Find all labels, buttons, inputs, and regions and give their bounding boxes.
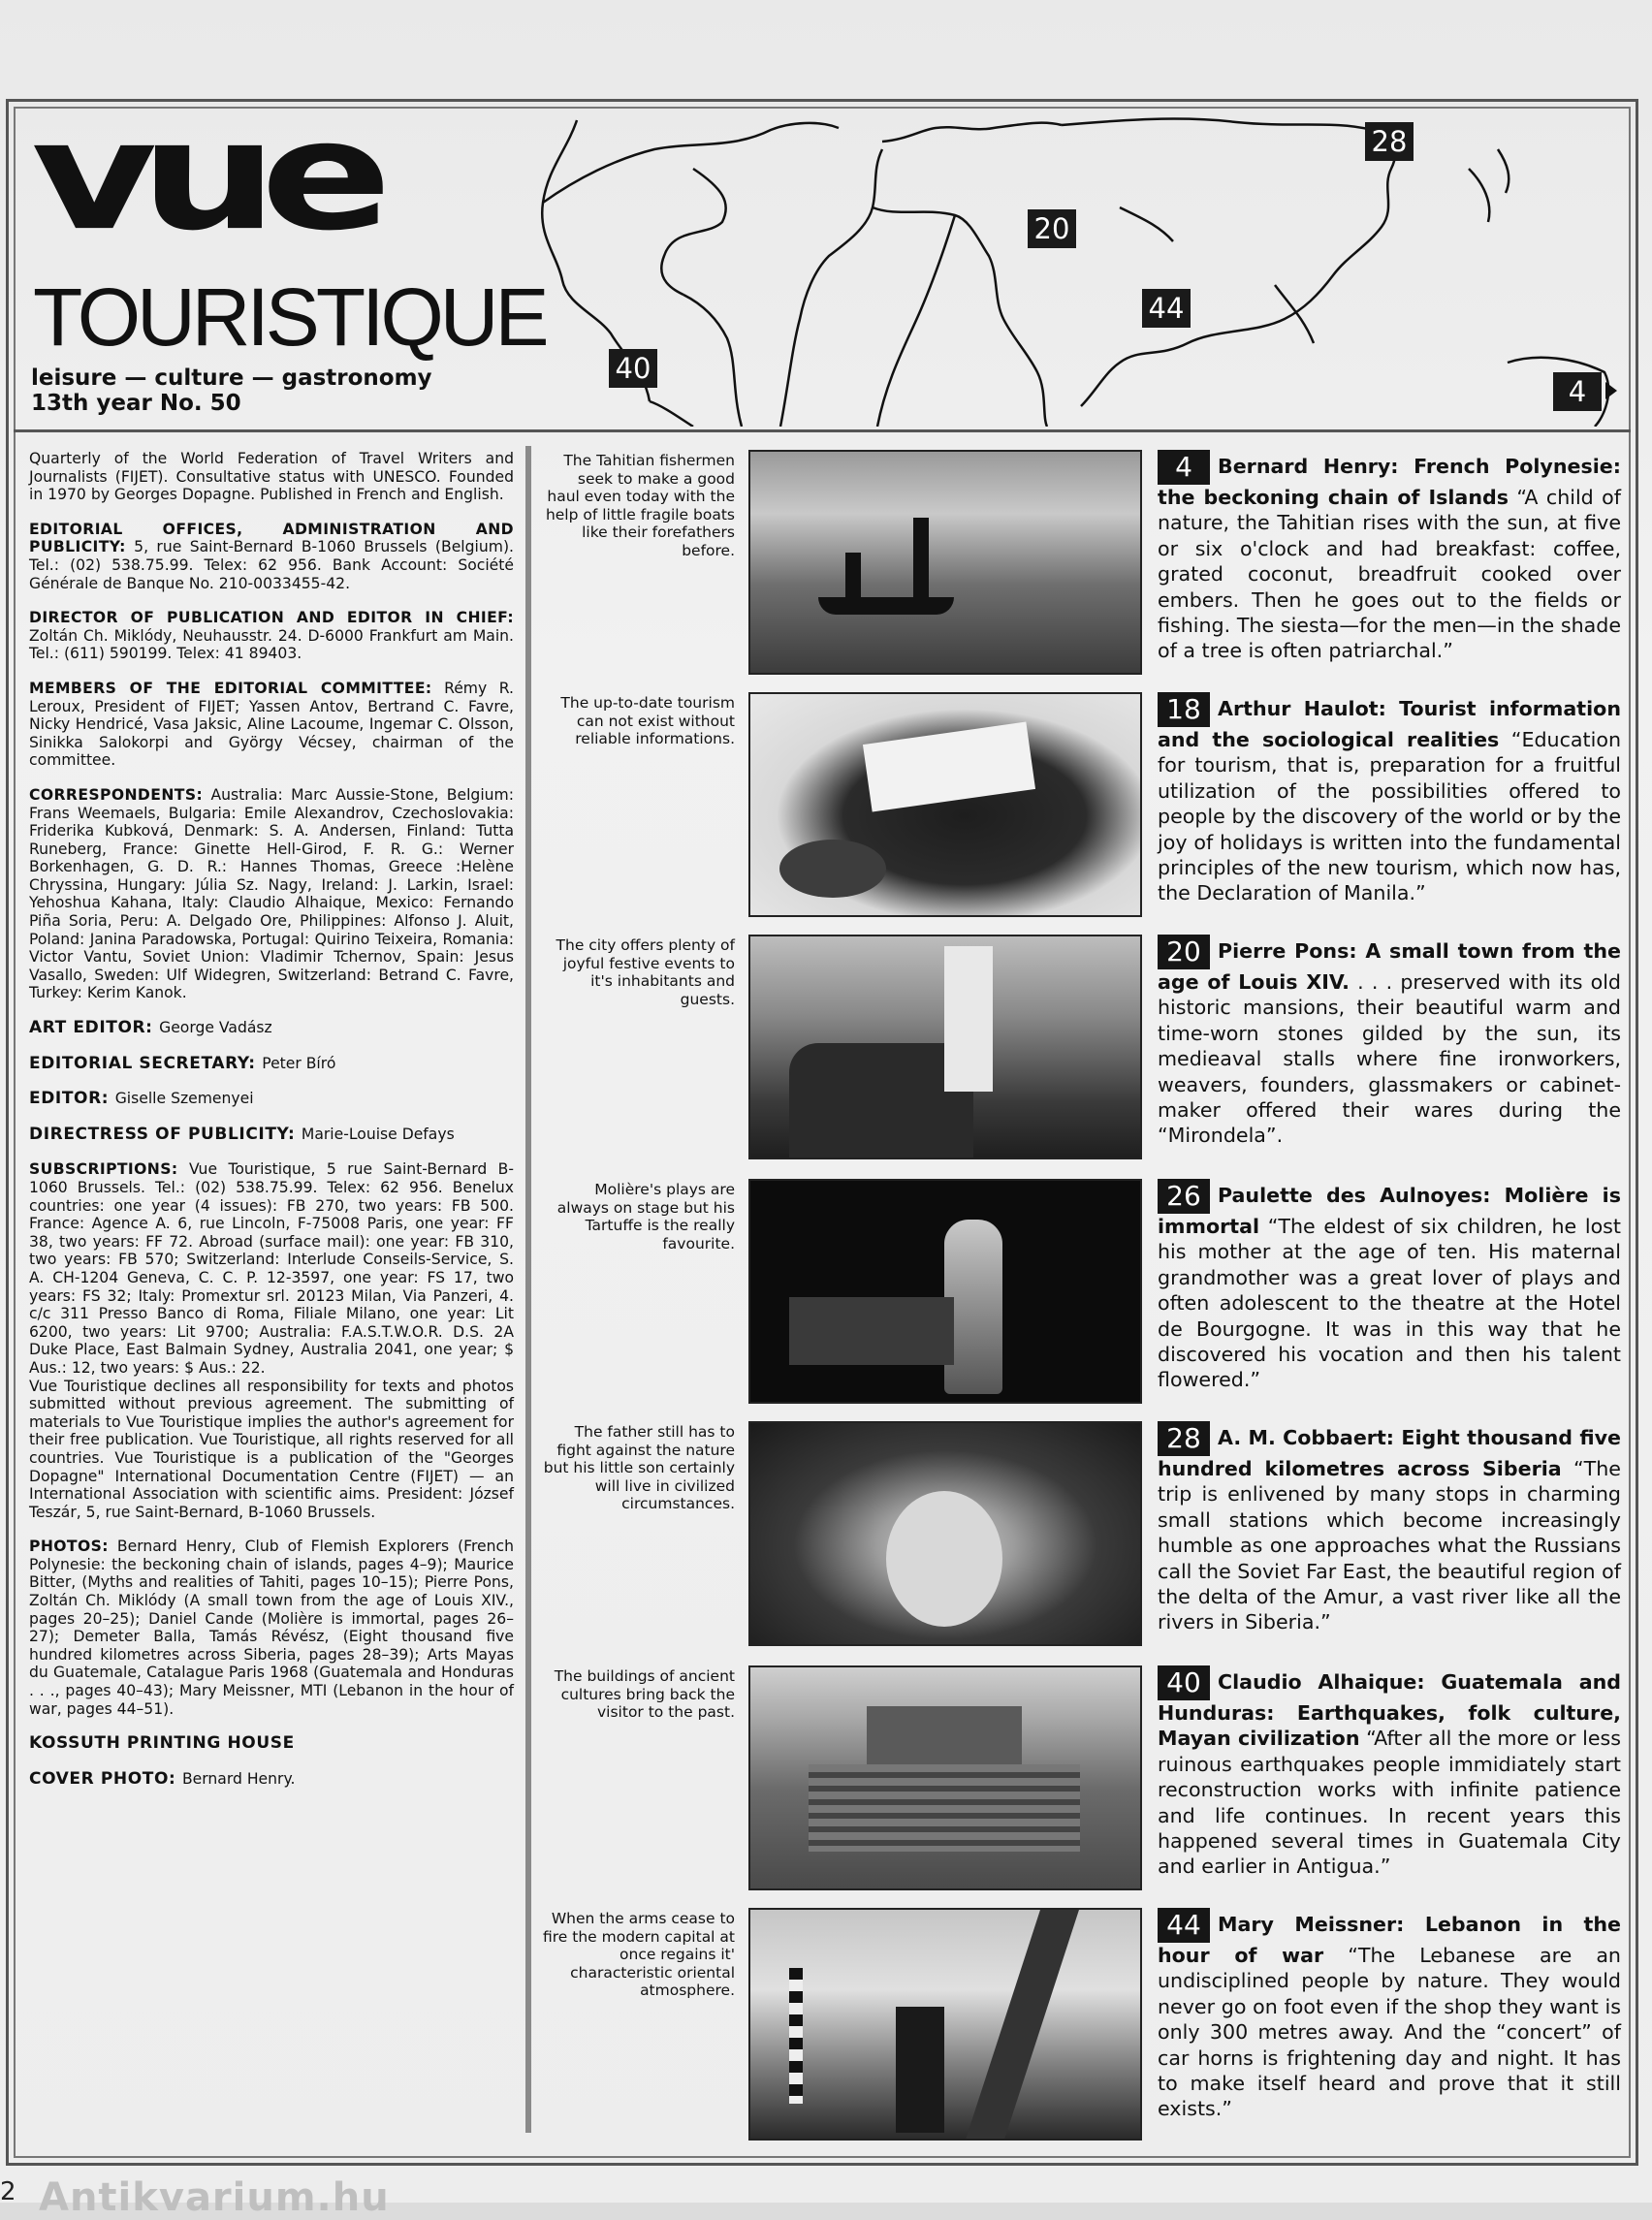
tree-trunk — [965, 1910, 1079, 2141]
map-asia-outline — [1062, 119, 1395, 406]
colophon-column — [29, 450, 514, 1805]
colophon-photos: PHOTOS: Bernard Henry, Club of Flemish Explorers (French Polynesie: the beckoning chain of islands, pages 4–9); Maurice Bitter, (Myths and realities of Tahiti, pages 10–15); Pierre Pons, Zoltán Ch. Miklódy (A small town from the age of Louis XIV., pages 20–25); Daniel Cande (Molière is immortal, pages 26–27); Demeter Balla, Tamás Révész, (Eight thousand five hundred kilometres across Siberia, pages 28–39); Arts Mayas du Guatemale, Catalague Paris 1968 (Guatemala and Honduras . . ., pages 40–43); Mary Meissner, MTI (Lebanon in the hour of war, pages 44–51). — [29, 1538, 514, 1718]
photo-tahitian-fishermen — [748, 450, 1142, 675]
issue-number: 13th year No. 50 — [31, 391, 241, 416]
costumed-figure — [944, 946, 993, 1092]
map-japan-outline — [1469, 149, 1509, 222]
colophon-cover: COVER PHOTO: Bernard Henry. — [29, 1768, 296, 1789]
temple-steps — [809, 1764, 1080, 1852]
map-badge-28: 28 — [1365, 122, 1414, 161]
colophon-printing: KOSSUTH PRINTING HOUSE — [29, 1733, 295, 1754]
child-face — [886, 1491, 1002, 1627]
world-map — [538, 111, 1626, 427]
colophon-directress: DIRECTRESS OF PUBLICITY: Marie-Louise Defays — [29, 1124, 455, 1144]
photo-illustrated-plate — [748, 692, 1142, 917]
logo-vue: vue — [31, 87, 375, 265]
fisherman-figure — [913, 518, 929, 603]
article-summary: 20 Pierre Pons: A small town from the age of Louis XIV. . . . preserved with its old historic mansions, their beautiful warm and time-worn stones gilded by the sun, its medieaval stalls where fine ironworkers, weavers, founders, glassmakers or cabinet-maker offered their wares during the “Mirondela”. — [1158, 936, 1621, 1148]
ship-illustration — [863, 722, 1035, 812]
photo-caption: The Tahitian fishermen seek to make a good haul even today with the help of little fragile boats like their forefathers before. — [545, 452, 735, 559]
colophon-disclaimer: Vue Touristique declines all responsibility for texts and photos submitted without previous agreement. The submitting of materials to Vue Touristique implies the author's agreement for their free publication. Vue Touristique, all rights reserved for all countries. Vue Touristique is a publication of the "Georges Dopagne" International Documentation Centre (FIJET) — an International Association with scientific aims. President: József Teszár, 5, rue Saint-Bernard, B-1060 Brussels. — [29, 1377, 514, 1521]
page-number: 2 — [0, 2177, 16, 2206]
map-badge-20: 20 — [1028, 209, 1076, 248]
photo-caption: Molière's plays are always on stage but his Tartuffe is the really favourite. — [556, 1181, 735, 1253]
photo-caption: When the arms cease to fire the modern capital at once regains it' characteristic oriental atmosphere. — [543, 1910, 735, 1999]
article-summary: 44 Mary Meissner: Lebanon in the hour of war “The Lebanese are an undisciplined people by nature. They would never go on foot even if the shop they want is only 300 metres away. And the “concert” of car horns is frightening day and night. It has to make itself heard and prove that it still exists.” — [1158, 1909, 1621, 2121]
photo-theatre-stage — [748, 1179, 1142, 1404]
map-arrow-icon — [1605, 382, 1617, 399]
colophon-secretary: EDITORIAL SECRETARY: Peter Bíró — [29, 1053, 336, 1073]
map-badge-40: 40 — [609, 349, 657, 388]
colophon-art-editor: ART EDITOR: George Vadász — [29, 1018, 272, 1038]
colophon-intro: Quarterly of the World Federation of Travel Writers and Journalists (FIJET). Consultative status with UNESCO. Founded in 1970 by Georges Dopagne. Published in French and English. — [29, 450, 514, 504]
map-badge-44: 44 — [1142, 289, 1191, 328]
logo-touristique: TOURISTIQUE — [33, 271, 546, 363]
colophon-editor: EDITOR: Giselle Szemenyei — [29, 1089, 254, 1109]
article-summary: 18 Arthur Haulot: Tourist information and the sociological realities “Education for tourism, that is, preparation for a fruitful utilization of the possibilities offered to people by the discovery of the world or by the joy of holidays is written into the fundamental principles of the new tourism, which now has, the Declaration of Manila.” — [1158, 693, 1621, 905]
colophon-director: DIRECTOR OF PUBLICATION AND EDITOR IN CHIEF: Zoltán Ch. Miklódy, Neuhausstr. 24. D-6000 Frankfurt am Main. Tel.: (611) 590199. Telex: 41 89403. — [29, 609, 514, 663]
map-americas-outline — [542, 120, 839, 427]
header-divider — [14, 429, 1631, 432]
map-africa-outline — [877, 215, 955, 427]
colophon-subscriptions: SUBSCRIPTIONS: Vue Touristique, 5 rue Saint-Bernard B-1060 Brussels. Tel.: (02) 538.75.99. Telex: 62 956. Benelux countries: one year (4 issues): FB 270, two years: FB 500. France: Agence A. 6, rue Lincoln, F-75008 Paris, one year: FF 38, two years: FF 72. Abroad (surface mail): one year: FB 310, two years: FB 570; Switzerland: Interlude Conseils-Service, S. A. CH-1204 Geneva, C. C. P. 12-3597, one year: FS 17, two years: FS 32; Italy: Promextur srl. 20123 Milan, Via Panzeri, 4. c/c 311 Presso Banco di Roma, Filiale Milano, one year: Lit 6200, two years: Lit 9700; Australia: F.A.S.T.W.O.R. D.S. 2A Duke Place, East Balmain Sydney, Australia 2041, one year; $ Aus.: 12, two years: $ Aus.: 22. — [29, 1160, 514, 1377]
column-divider — [525, 446, 531, 2133]
stage-table — [789, 1297, 954, 1365]
colophon-members: MEMBERS OF THE EDITORIAL COMMITTEE: Rémy R. Leroux, President of FIJET; Yassen Antov, Bertrand C. Favre, Nicky Hendricé, Vasa Jaksic, Aline Lacoume, Ingemar C. Olsson, Sinikka Salokorpi and György Vécsey, chairman of the committee. — [29, 679, 514, 770]
photo-caption: The up-to-date tourism can not exist without reliable informations. — [560, 694, 735, 747]
photo-mayan-ruins — [748, 1665, 1142, 1890]
boat-shape — [818, 597, 954, 615]
man-figure — [896, 2007, 944, 2133]
colophon-offices: EDITORIAL OFFICES, ADMINISTRATION AND PUBLICITY: 5, rue Saint-Bernard B-1060 Brussels (Belgium). Tel.: (02) 538.75.99. Telex: 62 956. Bank Account: Société Générale de Banque No. 210-0033455-42. — [29, 520, 514, 592]
tagline: leisure — culture — gastronomy — [31, 365, 432, 391]
article-summary: 28 A. M. Cobbaert: Eight thousand five hundred kilometres across Siberia “The trip is enlivened by many stops in charming small stations which become increasingly humble as one approaches what the Russians call the Soviet Far East, the beautiful region of the delta of the Amur, a vast river like all the rivers in Siberia.” — [1158, 1422, 1621, 1634]
watermark: Antikvarium.hu — [39, 2175, 390, 2220]
photo-child-in-fur-hat — [748, 1421, 1142, 1646]
lighthouse — [789, 1968, 803, 2104]
photo-caption: The father still has to fight against the nature but his little son certainly will live in civilized circumstances. — [543, 1423, 735, 1512]
photo-beirut-street — [748, 1908, 1142, 2141]
map-europe-africa-outline — [780, 123, 1062, 427]
colophon-correspondents: CORRESPONDENTS: Australia: Marc Aussie-Stone, Belgium: Frans Weemaels, Bulgaria: Emile Alexandrov, Czechoslovakia: Friderika Kubková, Denmark: S. A. Andersen, Finland: Tutta Runeberg, France: Ginette Hell-Girod, F. R. G.: Werner Borkenhagen, G. D. R.: Hannes Thomas, Greece :Helène Chryssina, Hungary: Júlia Sz. Nagy, Ireland: J. Larkin, Israel: Yehoshua Kahana, Italy: Claudio Alhaique, Mexico: Fernando Piña Soria, Peru: A. Delgado Ore, Philippines: Alfonso J. Aluit, Poland: Janina Paradowska, Portugal: Quirino Teixeira, Romania: Victor Vantu, Soviet Union: Vladimir Tchernov, Spain: Jesus Vasallo, Sweden: Ulf Widegren, Switzerland: Betrand C. Favre, Turkey: Kerim Kanok. — [29, 785, 514, 1002]
article-summary: 4 Bernard Henry: French Polynesie: the beckoning chain of Islands “A child of nature, the Tahitian rises with the sun, at five or six o'clock and had breakfast: coffee, grated coconut, breadfruit cooked over embers. Then he goes out to the fields or fishing. The siesta—for the men—in the shade of a tree is often patriarchal.” — [1158, 451, 1621, 663]
article-summary: 26 Paulette des Aulnoyes: Molière is immortal “The eldest of six children, he lost his mother at the age of ten. His maternal grandmother was a great lover of plays and often adolescent to the theatre at the Hotel de Bourgogne. It was in this way that he discovered his vocation and then his talent flowered.” — [1158, 1180, 1621, 1392]
fisherman-figure — [845, 553, 861, 599]
article-summary: 40 Claudio Alhaique: Guatemala and Hunduras: Earthquakes, folk culture, Mayan civilization “After all the more or less ruinous earthquakes people immidiately start reconstruction works with infinite patience and life continues. In recent years this happened several times in Guatemala City and earlier in Antigua.” — [1158, 1666, 1621, 1879]
photo-festival-street — [748, 935, 1142, 1159]
spoon-shape — [779, 840, 886, 898]
temple-top — [867, 1706, 1022, 1764]
map-badge-4: 4 — [1553, 372, 1602, 411]
photo-caption: The buildings of ancient cultures bring back the visitor to the past. — [554, 1667, 735, 1721]
photo-caption: The city offers plenty of joyful festive events to it's inhabitants and guests. — [556, 936, 735, 1008]
map-south-america-outline — [683, 295, 742, 427]
